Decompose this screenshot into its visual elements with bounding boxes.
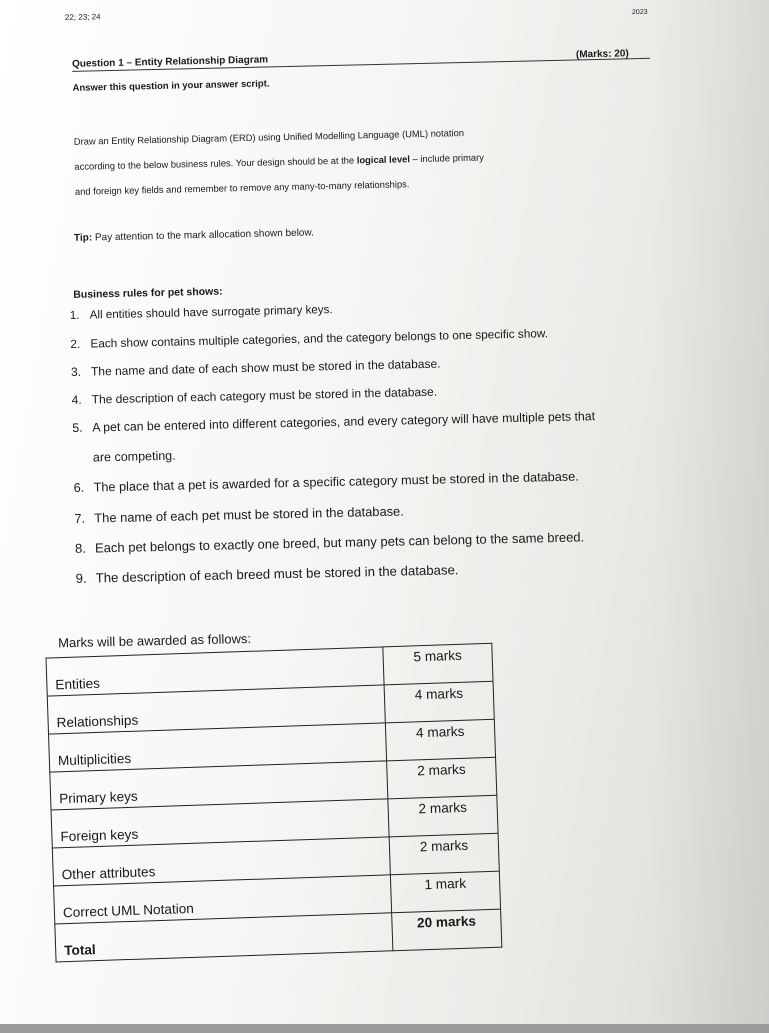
paragraph-line-2-c: – include primary (409, 151, 485, 165)
marks-item: Correct UML Notation (54, 875, 392, 924)
rule-item: 1. All entities should have surrogate primary keys. (69, 303, 333, 322)
header-code: 22; 23; 24 (64, 12, 101, 23)
paragraph-line-3: and foreign key fields and remember to remove any many-to-many relationships. (74, 178, 410, 197)
marks-item: Foreign keys (51, 799, 389, 848)
header-year: 2023 (631, 8, 648, 17)
marks-value: 2 marks (388, 795, 498, 837)
tip-note (74, 227, 314, 243)
tip-text: Pay attention to the mark allocation shown below. (92, 227, 315, 244)
marks-value: 4 marks (385, 719, 495, 761)
marks-item: Entities (46, 647, 384, 696)
rule-item-continuation: are competing. (92, 448, 176, 465)
rule-item: 7. The name of each pet must be stored in the database. (74, 503, 405, 526)
question-title: Question 1 – Entity Relationship Diagram (71, 54, 269, 70)
marks-heading: Marks will be awarded as follows: (57, 630, 252, 651)
rule-item: 6. The place that a pet is awarded for a specific category must be stored in the database. (73, 469, 579, 495)
marks-total-label: Total (55, 913, 393, 962)
rule-item: 4. The description of each category must be stored in the database. (71, 384, 438, 407)
paragraph-line-1: Draw an Entity Relationship Diagram (ERD) using Unified Modelling Language (UML) notation (73, 127, 465, 147)
logical-level-emphasis: logical level (356, 153, 411, 166)
rule-item: 2. Each show contains multiple categories, and the category belongs to one specific show. (70, 326, 549, 351)
marks-value: 4 marks (384, 681, 494, 723)
marks-value: 1 mark (390, 871, 500, 913)
marks-total-value: 20 marks (392, 909, 502, 951)
marks-item: Multiplicities (49, 723, 387, 772)
instructions-paragraph (74, 115, 676, 204)
marks-item: Primary keys (50, 761, 388, 810)
rule-item: 8. Each pet belongs to exactly one breed, but many pets can belong to the same breed. (74, 529, 585, 556)
rule-item: 9. The description of each breed must be stored in the database. (75, 562, 459, 586)
tip-label: Tip: (73, 232, 93, 244)
rule-item: 3. The name and date of each show must be stored in the database. (70, 356, 441, 379)
rule-item: 5. A pet can be entered into different categories, and every category will have multiple pets that (72, 409, 596, 435)
page-shadow (649, 0, 769, 1024)
marks-table (45, 643, 502, 963)
paragraph-line-2-a: according to the below business rules. Your design should be at the (74, 154, 357, 172)
question-instruction: Answer this question in your answer script. (72, 78, 270, 94)
marks-item: Relationships (47, 685, 385, 734)
marks-value: 2 marks (387, 757, 497, 799)
question-marks: (Marks: 20) (575, 48, 629, 61)
marks-value: 2 marks (389, 833, 499, 875)
marks-value: 5 marks (383, 643, 493, 685)
marks-item: Other attributes (52, 837, 390, 886)
rules-heading: Business rules for pet shows: (73, 285, 223, 301)
